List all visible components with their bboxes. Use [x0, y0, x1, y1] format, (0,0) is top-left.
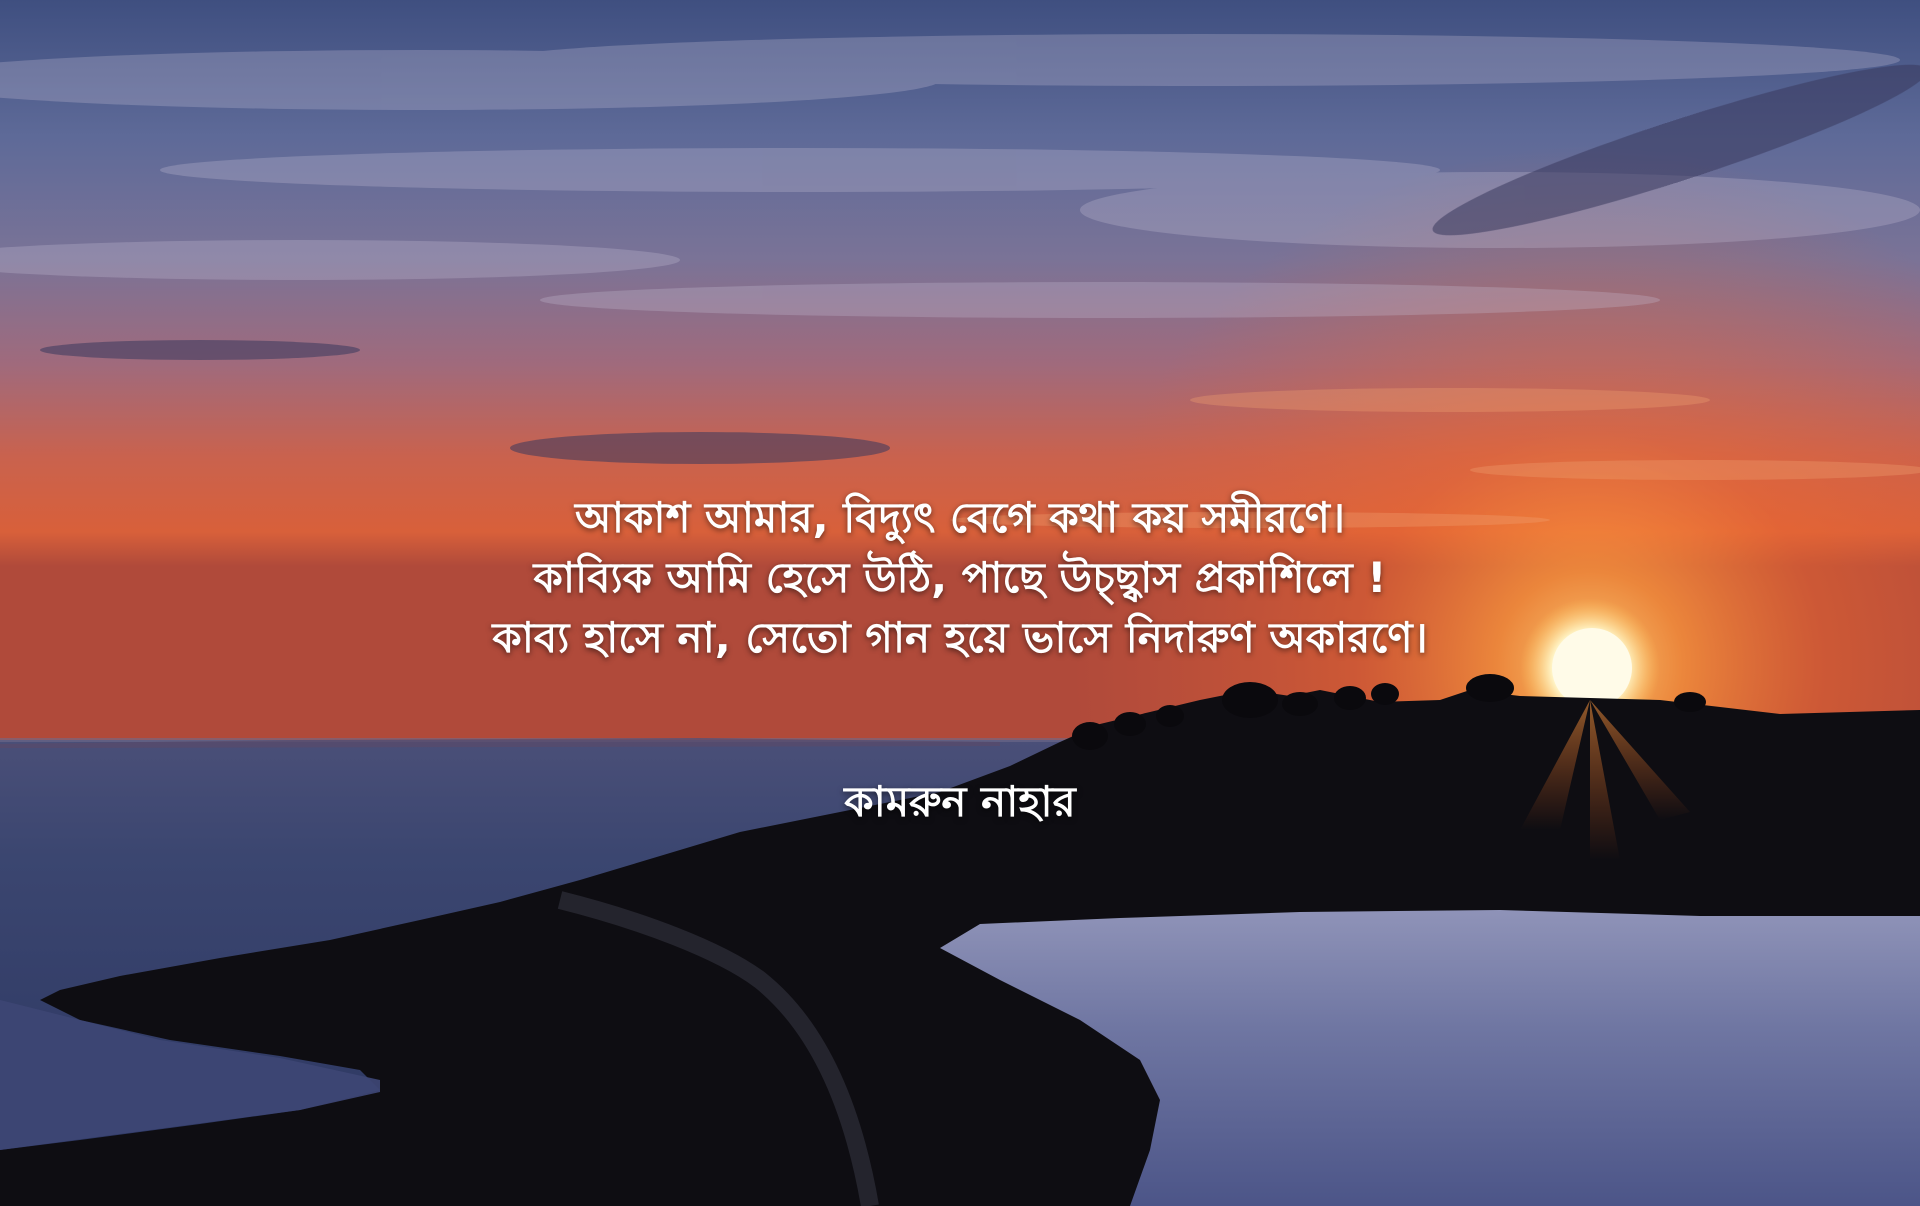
author-name: কামরুন নাহার	[844, 777, 1076, 826]
poem-text	[0, 488, 1920, 668]
poem-line: কাব্যিক আমি হেসে উঠি, পাছে উচ্ছ্বাস প্রকাশিলে !	[533, 553, 1387, 602]
poem-line: আকাশ আমার, বিদ্যুৎ বেগে কথা কয় সমীরণে।	[575, 493, 1345, 542]
poem-line: কাব্য হাসে না, সেতো গান হয়ে ভাসে নিদারুণ অকারণে।	[492, 613, 1428, 662]
